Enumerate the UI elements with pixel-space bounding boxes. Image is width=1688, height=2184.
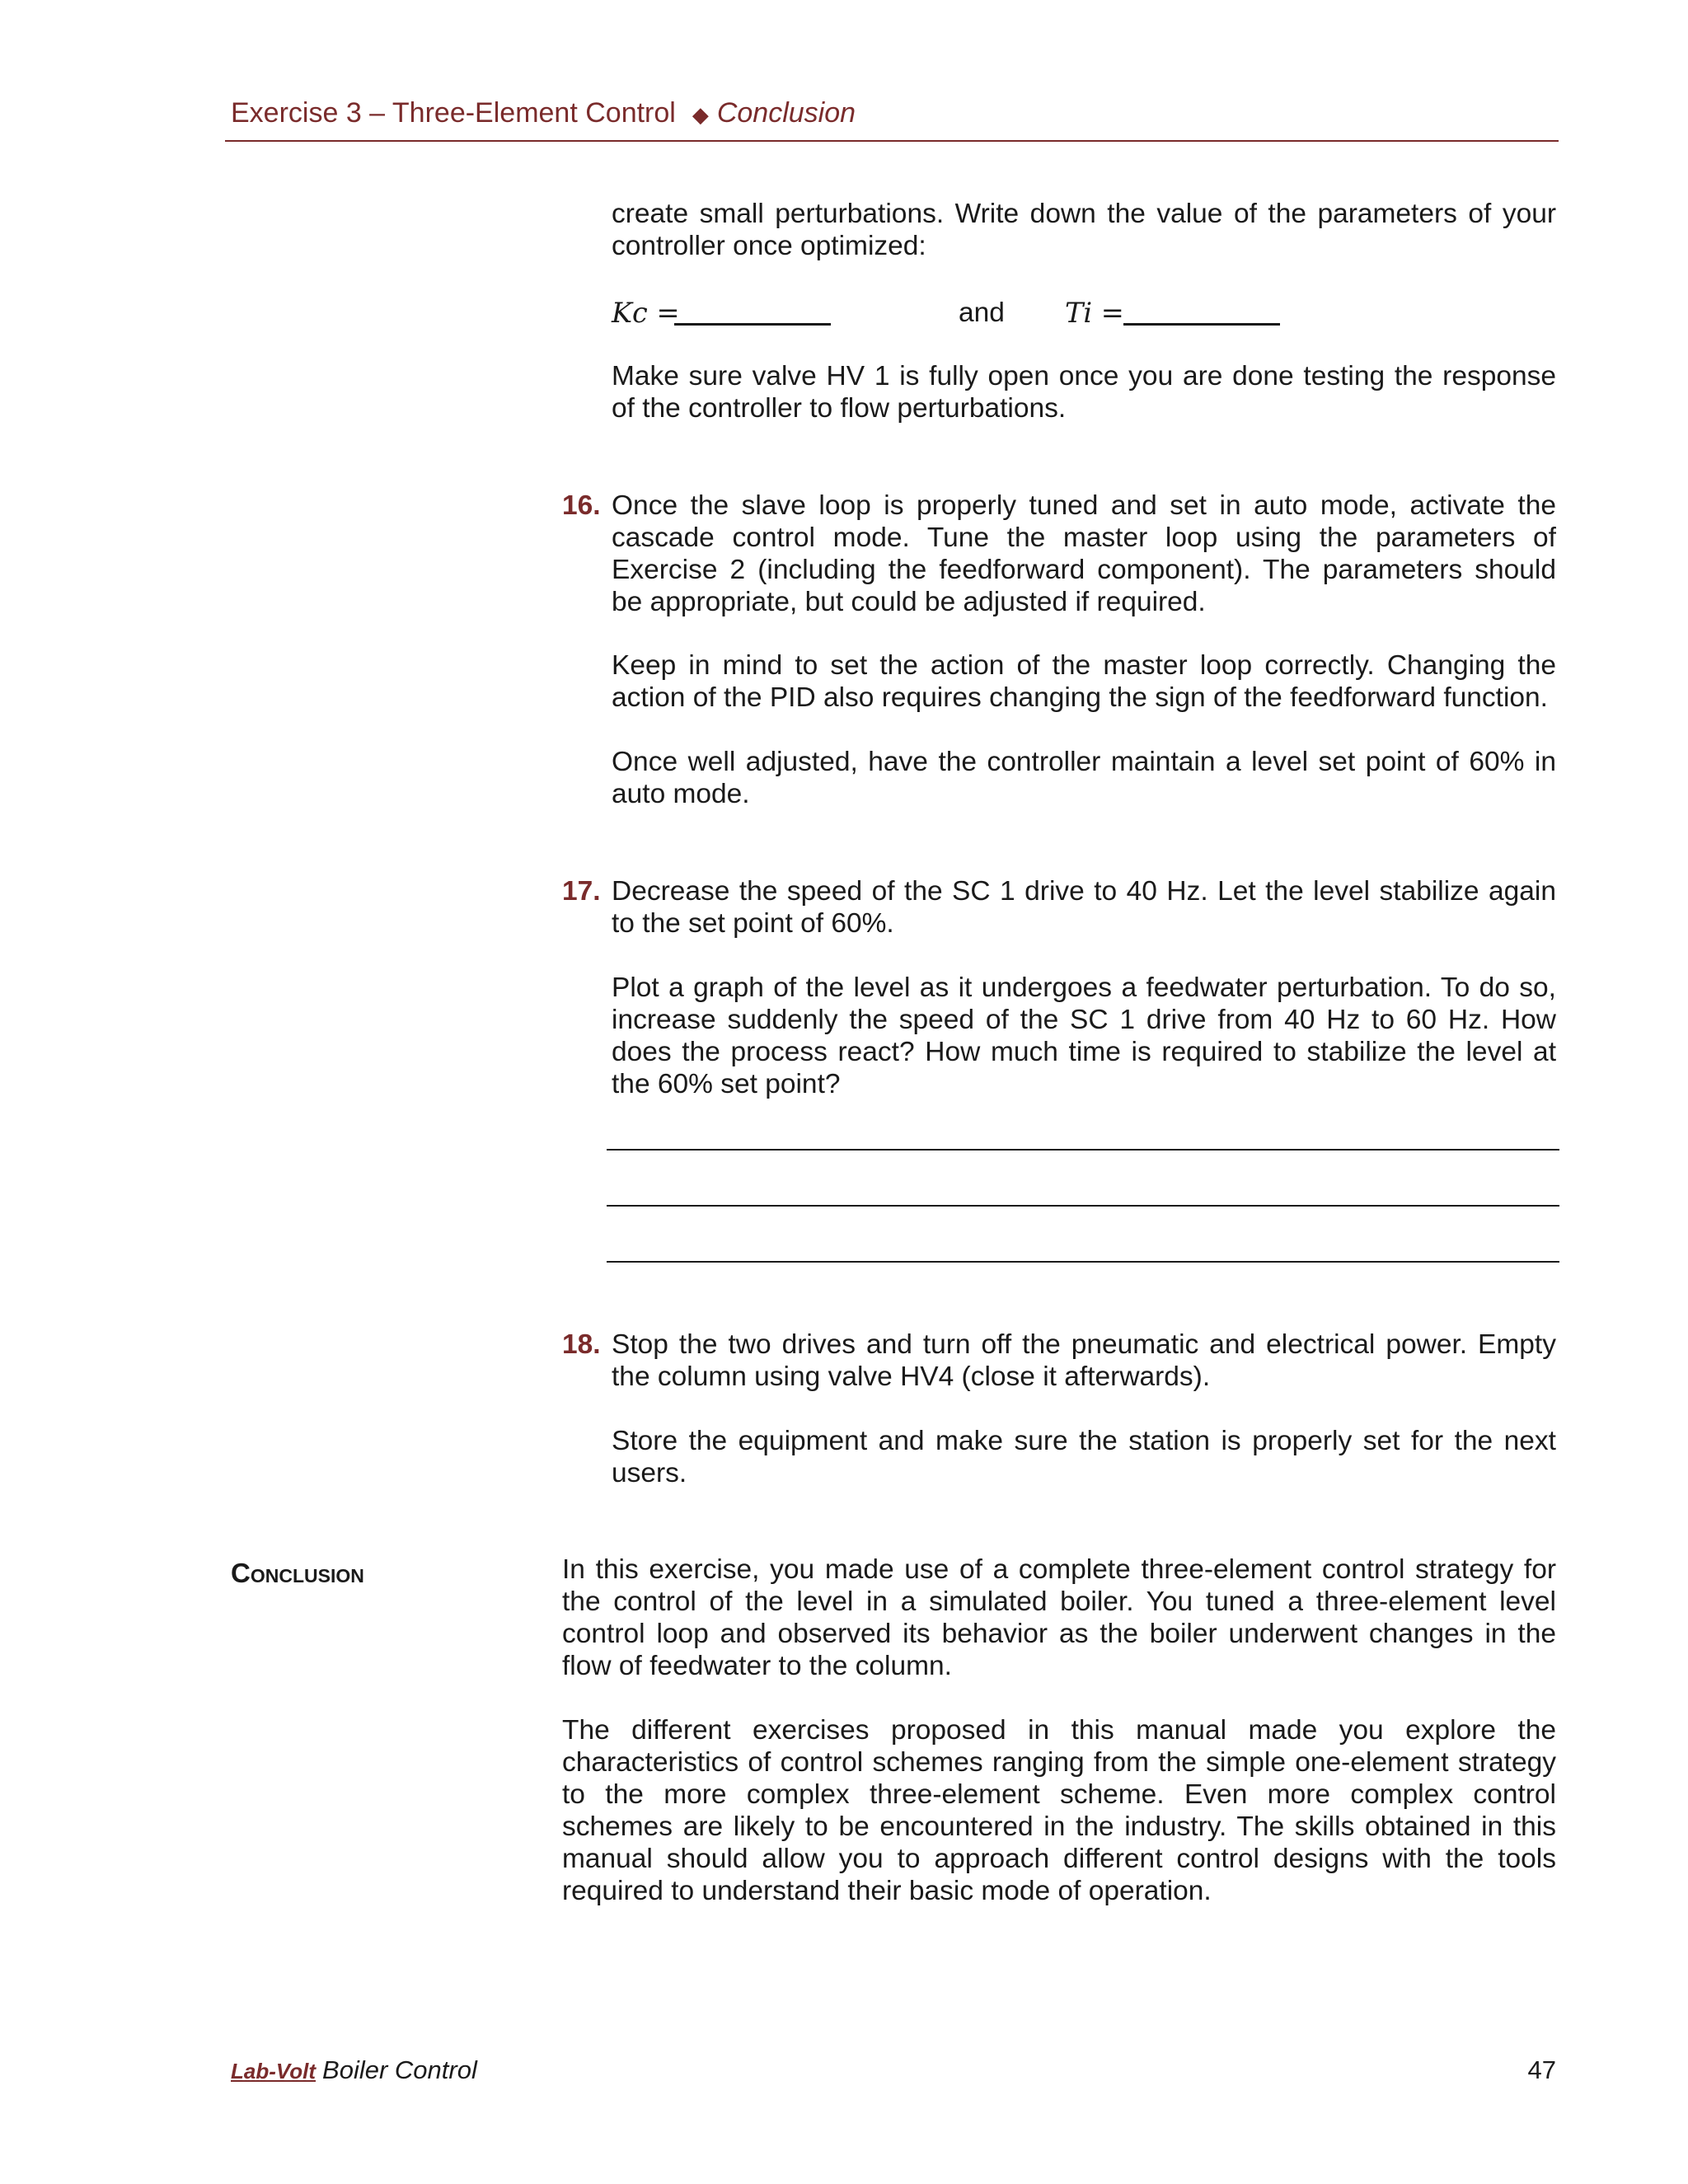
valve-note-paragraph: Make sure valve HV 1 is fully open once you are done testing the response of the controller to flow perturbations. — [612, 361, 1556, 424]
kc-label: Kc = — [612, 297, 680, 329]
page-number: 47 — [1527, 2055, 1556, 2084]
step-paragraph: Store the equipment and make sure the station is properly set for the next users. — [612, 1426, 1556, 1488]
conclusion-heading: Conclusion — [231, 1558, 364, 1588]
step-number: 16. — [562, 490, 601, 521]
continuation-paragraph: create small perturbations. Write down the value of the parameters of your controller once optimized: — [612, 199, 1556, 261]
footer-manual-title: Boiler Control — [322, 2055, 477, 2084]
ti-label: Ti = — [1065, 297, 1124, 329]
step-paragraph: Decrease the speed of the SC 1 drive to 40 Hz. Let the level stabilize again to the set point of 60%. — [612, 876, 1556, 939]
header-section-title: Conclusion — [716, 97, 856, 129]
conclusion-paragraph: The different exercises proposed in this manual made you explore the characteristics of control schemes ranging from the simple one-element strategy to the more complex three-element scheme. Even more complex control schemes are likely to be encountered in the industry. The skills obtained in this manual should allow you to approach different control designs with the tools required to understand their basic mode of operation. — [562, 1715, 1556, 1906]
step-number: 17. — [562, 876, 601, 907]
step-paragraph: Once well adjusted, have the controller maintain a level set point of 60% in auto mode. — [612, 747, 1556, 809]
header-rule — [225, 140, 1559, 142]
answer-line[interactable] — [607, 1205, 1559, 1207]
kc-answer-blank[interactable] — [674, 323, 831, 326]
step-paragraph: Stop the two drives and turn off the pneumatic and electrical power. Empty the column using valve HV4 (close it afterwards). — [612, 1329, 1556, 1392]
and-label: and — [959, 298, 1005, 328]
conclusion-paragraph: In this exercise, you made use of a complete three-element control strategy for the control of the level in a simulated boiler. You tuned a three-element level control loop and observed its behavior as the boiler underwent changes in the flow of feedwater to the column. — [562, 1554, 1556, 1681]
answer-line[interactable] — [607, 1149, 1559, 1151]
step-paragraph: Plot a graph of the level as it undergoes a feedwater perturbation. To do so, increase suddenly the speed of the SC 1 drive from 40 Hz to 60 Hz. How does the process react? How much time is required to stabilize the level at the 60% set point? — [612, 972, 1556, 1099]
step-paragraph: Once the slave loop is properly tuned and set in auto mode, activate the cascade control mode. Tune the master loop using the parameters of Exercise 2 (including the feedforward component). The parameters should be appropriate, but could be adjusted if required. — [612, 490, 1556, 617]
answer-line[interactable] — [607, 1261, 1559, 1263]
header-exercise-title: Exercise 3 – Three-Element Control — [231, 97, 676, 129]
footer-brand — [231, 2055, 477, 2085]
diamond-separator-icon: ◆ — [692, 102, 709, 127]
step-paragraph: Keep in mind to set the action of the master loop correctly. Changing the action of the PID also requires changing the sign of the feedforward function. — [612, 650, 1556, 713]
ti-answer-blank[interactable] — [1123, 323, 1280, 326]
lab-volt-logo: Lab-Volt — [231, 2059, 316, 2083]
running-header — [231, 97, 856, 129]
step-number: 18. — [562, 1329, 601, 1360]
